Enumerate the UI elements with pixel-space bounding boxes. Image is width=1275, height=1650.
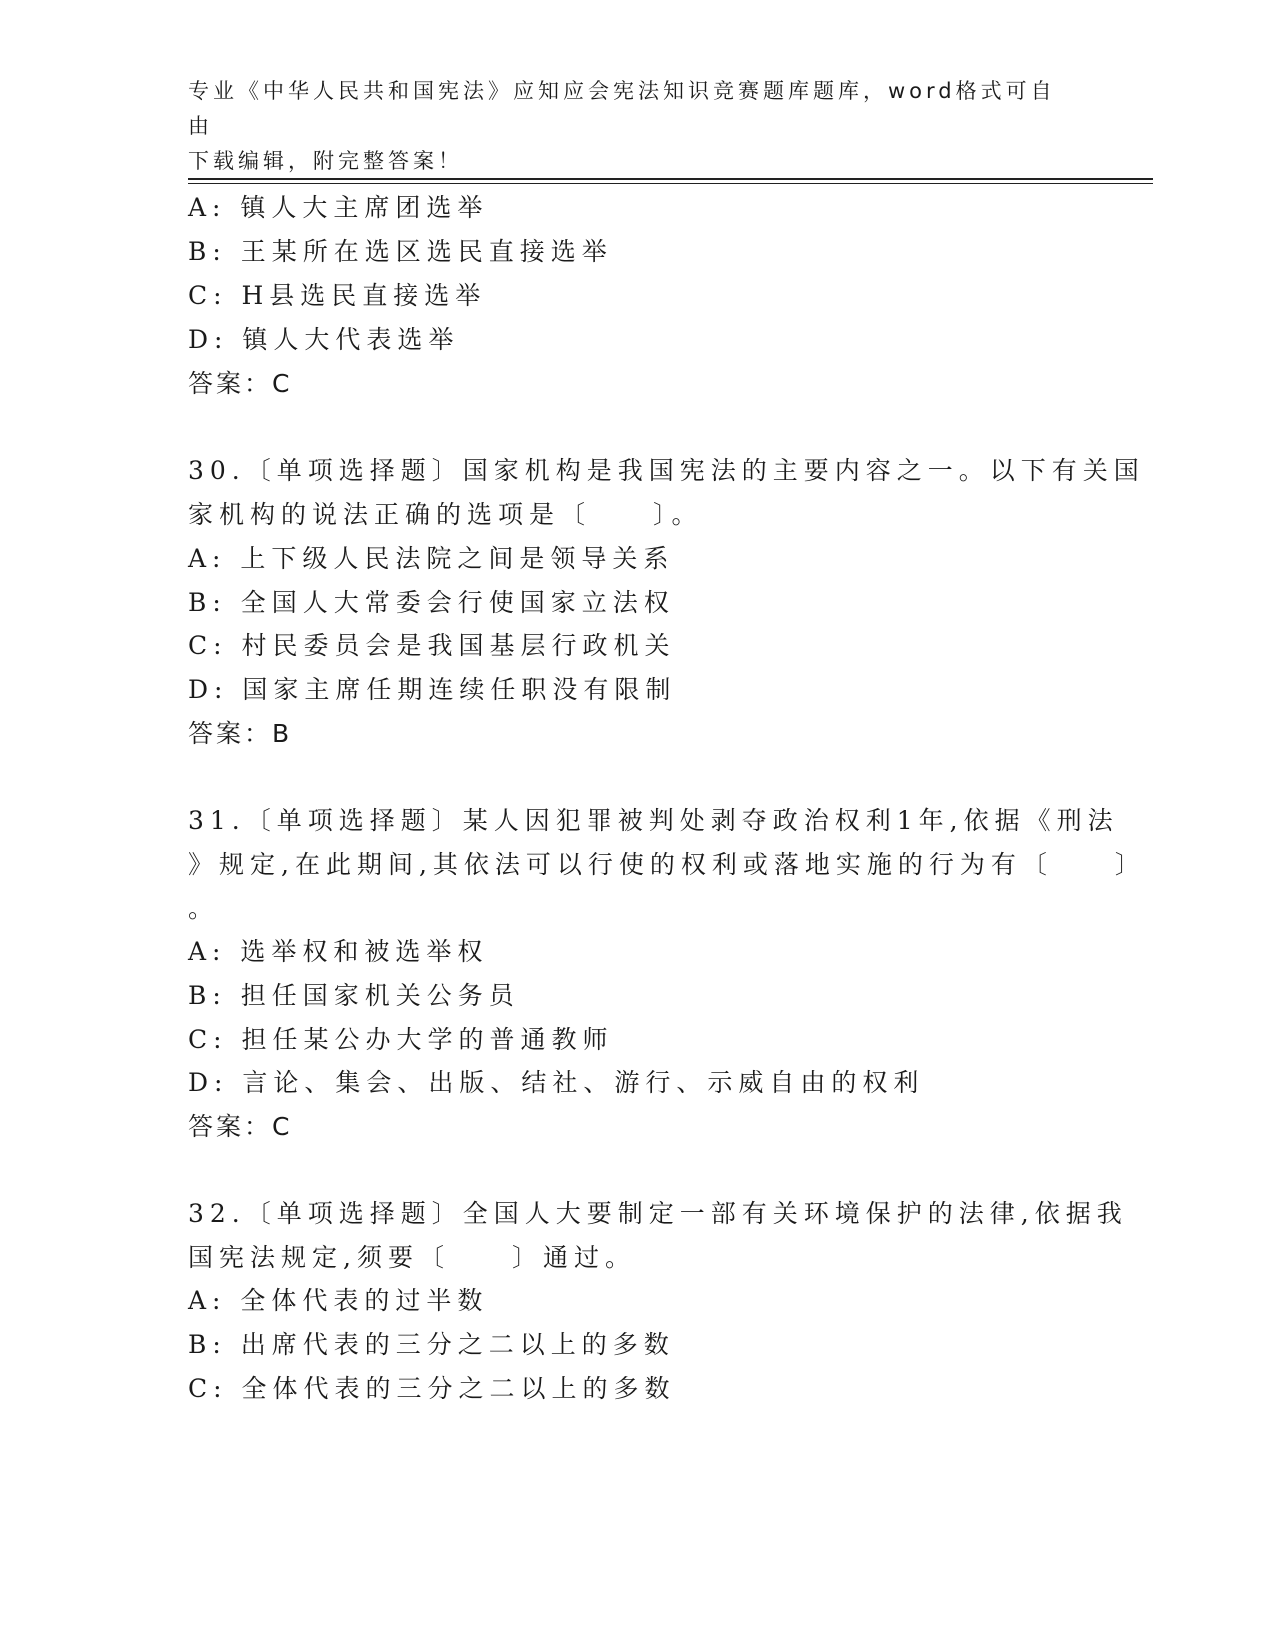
q29-option-d: D: 镇人大代表选举 <box>188 325 460 354</box>
q29-option-c: C: H县选民直接选举 <box>188 281 487 310</box>
header-line-1: 专业《中华人民共和国宪法》应知应会宪法知识竞赛题库题库，word格式可自由 <box>188 79 1056 138</box>
document-header <box>188 74 1068 179</box>
q29-option-b: B: 王某所在选区选民直接选举 <box>188 237 613 266</box>
q30-answer: 答案：B <box>188 719 293 748</box>
q31-stem-line-3: 。 <box>188 894 220 923</box>
header-line-2: 下载编辑，附完整答案！ <box>188 149 463 173</box>
q31-stem-line-2: 》规定,在此期间,其依法可以行使的权利或落地实施的行为有〔 〕 <box>188 850 1146 879</box>
q31-answer: 答案：C <box>188 1112 293 1141</box>
q31-option-c: C: 担任某公办大学的普通教师 <box>188 1025 614 1054</box>
q32-option-c: C: 全体代表的三分之二以上的多数 <box>188 1374 676 1403</box>
q31-option-d: D: 言论、集会、出版、结社、游行、示威自由的权利 <box>188 1068 925 1097</box>
q29-answer: 答案：C <box>188 369 293 398</box>
q32-option-a: A: 全体代表的过半数 <box>188 1286 489 1315</box>
q29-option-a: A: 镇人大主席团选举 <box>188 193 489 222</box>
q30-stem-line-2: 家机构的说法正确的选项是〔 〕。 <box>188 500 703 529</box>
q31-option-a: A: 选举权和被选举权 <box>188 937 489 966</box>
q32-stem-line-2: 国宪法规定,须要〔 〕通过。 <box>188 1243 636 1272</box>
q30-option-b: B: 全国人大常委会行使国家立法权 <box>188 588 675 617</box>
header-divider-thin <box>188 183 1153 184</box>
q32-option-b: B: 出席代表的三分之二以上的多数 <box>188 1330 675 1359</box>
q30-option-d: D: 国家主席任期连续任职没有限制 <box>188 675 677 704</box>
q31-stem-line-1: 31.〔单项选择题〕某人因犯罪被判处剥夺政治权利1年,依据《刑法 <box>188 806 1119 835</box>
q31-option-b: B: 担任国家机关公务员 <box>188 981 520 1010</box>
q30-option-a: A: 上下级人民法院之间是领导关系 <box>188 544 675 573</box>
q30-option-c: C: 村民委员会是我国基层行政机关 <box>188 631 676 660</box>
q32-stem-line-1: 32.〔单项选择题〕全国人大要制定一部有关环境保护的法律,依据我 <box>188 1199 1128 1228</box>
q30-stem-line-1: 30.〔单项选择题〕国家机构是我国宪法的主要内容之一。以下有关国 <box>188 456 1145 485</box>
header-divider-thick <box>188 178 1153 180</box>
